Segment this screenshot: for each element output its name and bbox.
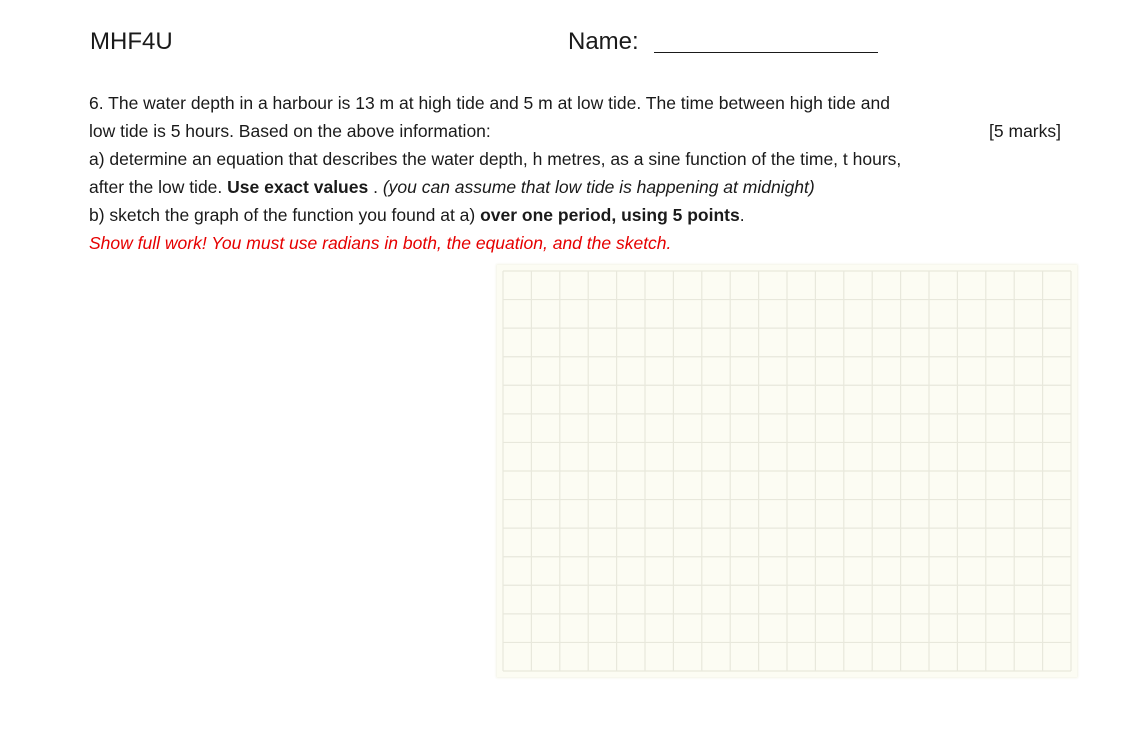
- part-b-line: [89, 201, 1069, 229]
- name-label: Name:: [568, 28, 639, 55]
- part-a-emphasis: Use exact values: [227, 177, 369, 197]
- part-a-line-2: [89, 173, 1069, 201]
- marks-badge: [5 marks]: [989, 121, 1061, 141]
- part-a-note: (you can assume that low tide is happening at midnight): [382, 177, 815, 197]
- part-b-period: .: [739, 205, 745, 225]
- question-stem-line-2: [89, 117, 1069, 145]
- graph-paper-grid: [497, 265, 1077, 677]
- course-code: MHF4U: [90, 28, 173, 55]
- question-stem-text: low tide is 5 hours. Based on the above information:: [89, 121, 491, 141]
- instruction-warning: Show full work! You must use radians in both, the equation, and the sketch.: [89, 233, 672, 253]
- name-blank-line[interactable]: [654, 52, 878, 53]
- question-6: [89, 89, 1069, 257]
- question-stem-line-1: 6. The water depth in a harbour is 13 m at high tide and 5 m at low tide. The time between high tide and: [89, 93, 890, 113]
- part-a-separator: .: [368, 177, 383, 197]
- part-b-emphasis: over one period, using 5 points: [480, 205, 740, 225]
- graph-paper[interactable]: [497, 265, 1077, 677]
- part-a-text: after the low tide.: [89, 177, 228, 197]
- part-b-text: b) sketch the graph of the function you found at a): [89, 205, 481, 225]
- part-a-line-1: a) determine an equation that describes the water depth, h metres, as a sine function of the time, t hours,: [89, 149, 902, 169]
